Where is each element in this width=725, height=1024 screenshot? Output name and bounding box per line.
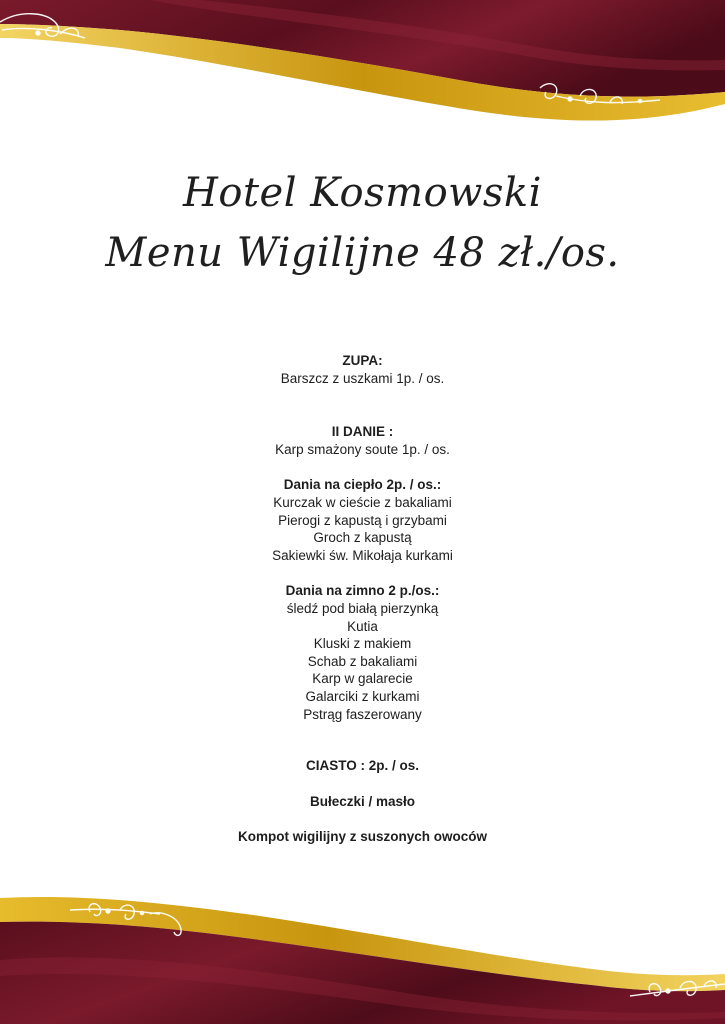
section-buleczki: Bułeczki / masło [309, 793, 416, 809]
menu-item: Karp w galarecie [312, 671, 413, 687]
section-heading-na-zimno: Dania na zimno 2 p./os.: [285, 583, 440, 599]
menu-item: śledź pod białą pierzynką [286, 600, 439, 616]
hotel-name-title: Hotel Kosmowski [183, 170, 542, 216]
section-heading-drugie-danie: II DANIE : [331, 424, 394, 440]
menu-item: Schab z bakaliami [307, 653, 418, 669]
menu-item: Karp smażony soute 1p. / os. [275, 441, 450, 457]
menu-item: Galarciki z kurkami [305, 688, 420, 704]
bottom-decorative-band [0, 880, 725, 1024]
menu-item: Groch z kapustą [313, 530, 412, 546]
menu-item: Kutia [347, 618, 378, 634]
top-decorative-band [0, 0, 725, 140]
menu-item: Kluski z makiem [313, 636, 412, 652]
menu-content [0, 352, 725, 846]
menu-item: Pierogi z kapustą i grzybami [278, 512, 447, 528]
menu-item: Sakiewki św. Mikołaja kurkami [272, 547, 453, 563]
section-heading-na-cieplo: Dania na ciepło 2p. / os.: [283, 477, 442, 493]
section-ciasto: CIASTO : 2p. / os. [305, 758, 420, 774]
menu-item: Pstrąg faszerowany [303, 706, 422, 722]
section-heading-zupa: ZUPA: [342, 353, 383, 368]
menu-item: Barszcz z uszkami 1p. / os. [280, 370, 445, 386]
menu-item: Kurczak w cieście z bakaliami [273, 494, 452, 510]
menu-title: Menu Wigilijne 48 zł./os. [105, 230, 620, 276]
section-kompot: Kompot wigilijny z suszonych owoców [237, 829, 487, 845]
